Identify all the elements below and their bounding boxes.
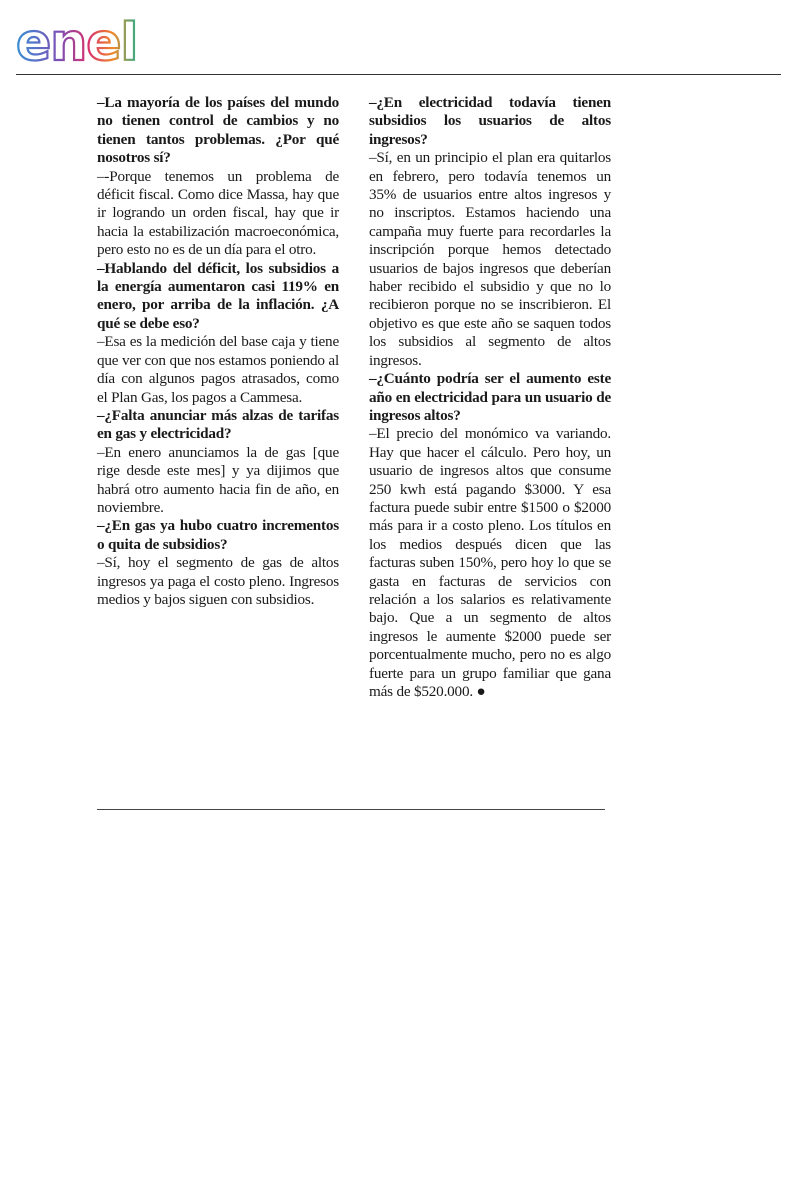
- answer: –Sí, hoy el segmento de gas de altos ingresos ya paga el costo pleno. Ingresos medios y bajos siguen con subsidios.: [97, 554, 339, 608]
- answer: –Esa es la medición del base caja y tiene que ver con que nos estamos poniendo al día con algunos pagos atrasados, como el Plan Gas, los pagos a Cammesa.: [97, 333, 339, 406]
- article-column-left: [97, 94, 339, 609]
- question: –¿Falta anunciar más alzas de tarifas en gas y electricidad?: [97, 406, 339, 443]
- article-end-divider: [97, 809, 605, 810]
- answer: –En enero anunciamos la de gas [que rige desde este mes] y ya dijimos que habrá otro aumento hacia fin de año, en noviembre.: [97, 443, 339, 516]
- question: –La mayoría de los países del mundo no tienen control de cambios y no tienen tantos problemas. ¿Por qué nosotros sí?: [97, 94, 339, 167]
- enel-logo: [14, 14, 174, 70]
- header-divider: [16, 74, 781, 75]
- logo-wordmark: enel: [16, 14, 138, 70]
- question: –¿Cuánto podría ser el aumento este año en electricidad para un usuario de ingresos altos?: [369, 370, 611, 424]
- answer: –Sí, en un principio el plan era quitarlos en febrero, pero todavía tenemos un 35% de usuarios entre altos ingresos y no inscriptos. Estamos haciendo una campaña muy fuerte para recordarles la inscripción porque hemos detectado usuarios de bajos ingresos que deberían haber recibido el subsidio y que no lo recibieron porque no se inscribieron. El objetivo es que este año se saquen todos los subsidios al segmento de altos ingresos.: [369, 149, 611, 369]
- question: –¿En electricidad todavía tienen subsidios los usuarios de altos ingresos?: [369, 94, 611, 148]
- question: –Hablando del déficit, los subsidios a la energía aumentaron casi 119% en enero, por arriba de la inflación. ¿A qué se debe eso?: [97, 259, 339, 332]
- answer: –-Porque tenemos un problema de déficit fiscal. Como dice Massa, hay que ir logrando un orden fiscal, hay que ir hacia la estabilización macroeconómica, pero esto no es de un día para el otro.: [97, 167, 339, 259]
- answer: –El precio del monómico va variando. Hay que hacer el cálculo. Pero hoy, un usuario de ingresos altos que consume 250 kwh está pagando $3000. Y esa factura puede subir entre $1500 o $2000 más para ir a costo pleno. Los títulos en los medios después dicen que las facturas suben 150%, pero hoy lo que se gasta en facturas de servicios con relación a los salarios es relativamente bajo. Que a un segmento de altos ingresos le aumente $2000 puede ser porcentualmente mucho, pero no es algo fuerte para un grupo familiar que gana más de $520.000. ●: [369, 425, 611, 700]
- article-column-right: [369, 94, 611, 701]
- question: –¿En gas ya hubo cuatro incrementos o quita de subsidios?: [97, 517, 339, 553]
